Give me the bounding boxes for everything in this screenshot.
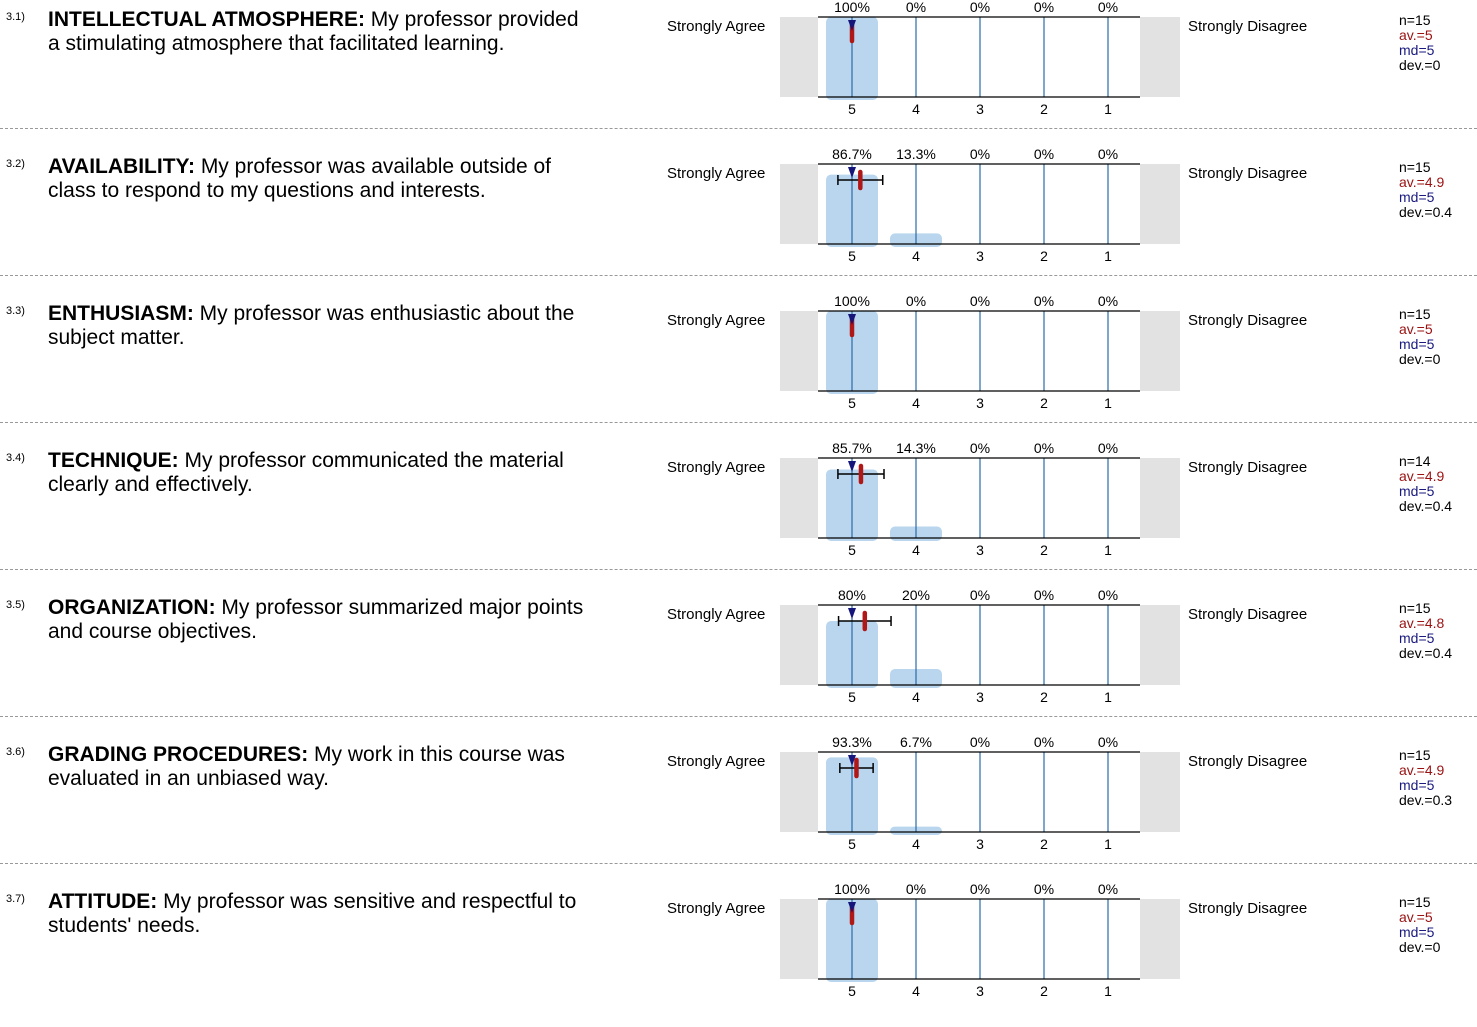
scale-tick-label: 5: [848, 101, 856, 117]
question-number: 3.3): [6, 305, 25, 317]
scale-tick-label: 4: [912, 542, 920, 558]
scale-tick-label: 4: [912, 395, 920, 411]
question-title: ATTITUDE:: [48, 890, 158, 913]
question-title: ORGANIZATION:: [48, 596, 216, 619]
scale-left-label: Strongly Agree: [667, 900, 766, 917]
percent-label: 80%: [837, 587, 867, 603]
scale-tick-label: 2: [1040, 983, 1048, 999]
question-text: [48, 155, 588, 203]
stat-deviation: dev.=0.4: [1399, 645, 1453, 661]
percent-label: 0%: [1097, 0, 1119, 15]
scale-right-label: Strongly Disagree: [1188, 312, 1308, 329]
question-body: My professor summarized major points and course objectives.: [48, 596, 584, 643]
question-number: 3.5): [6, 599, 25, 611]
histogram-chart: [780, 145, 1180, 267]
side-box-left: [780, 458, 818, 538]
row-separator: [0, 569, 1477, 570]
stats-block: [1399, 454, 1452, 514]
percent-label: 0%: [1097, 734, 1119, 750]
stat-deviation: dev.=0.3: [1399, 792, 1453, 808]
stat-average: av.=5: [1399, 27, 1433, 43]
percent-label: 0%: [905, 881, 927, 897]
scale-tick-label: 5: [848, 542, 856, 558]
stat-average: av.=4.9: [1399, 468, 1445, 484]
percent-label: 0%: [969, 0, 991, 15]
stat-average: av.=4.9: [1399, 174, 1445, 190]
percent-label: 0%: [1033, 587, 1055, 603]
scale-tick-label: 2: [1040, 395, 1048, 411]
scale-left-label: Strongly Agree: [667, 459, 766, 476]
question-body: My professor was enthusiastic about the subject matter.: [48, 302, 575, 349]
scale-tick-label: 4: [912, 689, 920, 705]
histogram-chart: [780, 733, 1180, 855]
stat-median: md=5: [1399, 924, 1435, 940]
side-box-left: [780, 752, 818, 832]
stat-deviation: dev.=0: [1399, 57, 1441, 73]
percent-label: 0%: [1033, 146, 1055, 162]
side-box-right: [1140, 458, 1180, 538]
percent-label: 85.7%: [832, 440, 872, 456]
question-body: My work in this course was evaluated in an unbiased way.: [48, 743, 565, 790]
side-box-left: [780, 311, 818, 391]
scale-tick-label: 1: [1104, 836, 1112, 852]
scale-tick-label: 5: [848, 395, 856, 411]
scale-tick-label: 3: [976, 542, 984, 558]
scale-right-label: Strongly Disagree: [1188, 753, 1308, 770]
side-box-right: [1140, 752, 1180, 832]
percent-label: 100%: [834, 0, 870, 15]
percent-label: 0%: [1033, 734, 1055, 750]
scale-right-label: Strongly Disagree: [1188, 900, 1308, 917]
scale-tick-label: 3: [976, 983, 984, 999]
percent-label: 0%: [969, 440, 991, 456]
row-separator: [0, 128, 1477, 129]
side-box-left: [780, 164, 818, 244]
percent-label: 0%: [1033, 440, 1055, 456]
scale-right-label: Strongly Disagree: [1188, 165, 1308, 182]
stats-block: [1399, 13, 1440, 73]
percent-label: 0%: [1097, 440, 1119, 456]
percent-label: 0%: [1097, 146, 1119, 162]
side-box-right: [1140, 605, 1180, 685]
side-box-left: [780, 899, 818, 979]
percent-label: 0%: [905, 293, 927, 309]
question-body: My professor provided a stimulating atmosphere that facilitated learning.: [48, 8, 579, 55]
stats-block: [1399, 895, 1440, 955]
question-number: 3.2): [6, 158, 25, 170]
stat-average: av.=5: [1399, 909, 1433, 925]
question-row: [0, 586, 1477, 733]
scale-tick-label: 5: [848, 836, 856, 852]
stat-median: md=5: [1399, 336, 1435, 352]
percent-label: 6.7%: [900, 734, 932, 750]
percent-label: 0%: [1097, 881, 1119, 897]
stat-deviation: dev.=0: [1399, 939, 1441, 955]
stat-median: md=5: [1399, 483, 1435, 499]
scale-right-label: Strongly Disagree: [1188, 18, 1308, 35]
scale-left-label: Strongly Agree: [667, 165, 766, 182]
scale-tick-label: 1: [1104, 101, 1112, 117]
scale-right-label: Strongly Disagree: [1188, 606, 1308, 623]
stat-median: md=5: [1399, 42, 1435, 58]
question-row: [0, 880, 1477, 1027]
scale-tick-label: 3: [976, 248, 984, 264]
scale-tick-label: 4: [912, 248, 920, 264]
question-title: TECHNIQUE:: [48, 449, 179, 472]
scale-tick-label: 5: [848, 983, 856, 999]
row-separator: [0, 863, 1477, 864]
question-body: My professor communicated the material clearly and effectively.: [48, 449, 564, 496]
question-row: [0, 439, 1477, 586]
scale-tick-label: 2: [1040, 689, 1048, 705]
percent-label: 0%: [969, 587, 991, 603]
side-box-right: [1140, 311, 1180, 391]
histogram-chart: [780, 292, 1180, 414]
stats-block: [1399, 160, 1452, 220]
scale-tick-label: 1: [1104, 395, 1112, 411]
scale-tick-label: 1: [1104, 248, 1112, 264]
percent-label: 100%: [834, 293, 870, 309]
percent-label: 100%: [834, 881, 870, 897]
row-separator: [0, 275, 1477, 276]
stat-median: md=5: [1399, 630, 1435, 646]
question-number: 3.4): [6, 452, 25, 464]
percent-label: 0%: [969, 734, 991, 750]
scale-tick-label: 3: [976, 836, 984, 852]
stat-average: av.=4.9: [1399, 762, 1445, 778]
percent-label: 0%: [969, 881, 991, 897]
scale-tick-label: 5: [848, 689, 856, 705]
question-text: [48, 302, 588, 350]
stat-n: n=15: [1399, 747, 1431, 763]
scale-tick-label: 3: [976, 689, 984, 705]
percent-label: 86.7%: [832, 146, 872, 162]
scale-tick-label: 4: [912, 101, 920, 117]
percent-label: 13.3%: [896, 146, 936, 162]
side-box-left: [780, 17, 818, 97]
row-separator: [0, 422, 1477, 423]
question-title: ENTHUSIASM:: [48, 302, 194, 325]
question-body: My professor was sensitive and respectful to students' needs.: [48, 890, 577, 937]
scale-left-label: Strongly Agree: [667, 753, 766, 770]
stat-n: n=15: [1399, 894, 1431, 910]
scale-tick-label: 2: [1040, 101, 1048, 117]
scale-tick-label: 1: [1104, 983, 1112, 999]
scale-tick-label: 2: [1040, 836, 1048, 852]
stats-block: [1399, 601, 1452, 661]
scale-tick-label: 3: [976, 395, 984, 411]
question-row: [0, 733, 1477, 880]
question-body: My professor was available outside of class to respond to my questions and interests.: [48, 155, 551, 202]
percent-label: 0%: [1097, 587, 1119, 603]
stat-median: md=5: [1399, 189, 1435, 205]
stat-median: md=5: [1399, 777, 1435, 793]
percent-label: 0%: [969, 146, 991, 162]
question-row: [0, 292, 1477, 439]
question-text: [48, 743, 588, 791]
question-text: [48, 449, 588, 497]
scale-tick-label: 4: [912, 983, 920, 999]
stat-n: n=15: [1399, 600, 1431, 616]
scale-left-label: Strongly Agree: [667, 18, 766, 35]
scale-left-label: Strongly Agree: [667, 312, 766, 329]
stat-n: n=15: [1399, 306, 1431, 322]
scale-tick-label: 1: [1104, 542, 1112, 558]
stats-block: [1399, 748, 1452, 808]
histogram-chart: [780, 880, 1180, 1002]
scale-tick-label: 2: [1040, 542, 1048, 558]
scale-tick-label: 2: [1040, 248, 1048, 264]
scale-tick-label: 3: [976, 101, 984, 117]
scale-tick-label: 4: [912, 836, 920, 852]
stat-deviation: dev.=0.4: [1399, 498, 1453, 514]
stat-average: av.=5: [1399, 321, 1433, 337]
scale-tick-label: 5: [848, 248, 856, 264]
stats-block: [1399, 307, 1440, 367]
row-separator: [0, 716, 1477, 717]
question-title: AVAILABILITY:: [48, 155, 195, 178]
stat-deviation: dev.=0.4: [1399, 204, 1453, 220]
side-box-right: [1140, 899, 1180, 979]
median-marker: [848, 608, 856, 619]
question-text: [48, 596, 588, 644]
question-number: 3.7): [6, 893, 25, 905]
stat-average: av.=4.8: [1399, 615, 1445, 631]
percent-label: 0%: [1033, 881, 1055, 897]
side-box-right: [1140, 17, 1180, 97]
side-box-left: [780, 605, 818, 685]
percent-label: 0%: [905, 0, 927, 15]
histogram-chart: [780, 439, 1180, 561]
scale-left-label: Strongly Agree: [667, 606, 766, 623]
question-row: [0, 145, 1477, 292]
percent-label: 0%: [969, 293, 991, 309]
stat-n: n=14: [1399, 453, 1431, 469]
question-title: INTELLECTUAL ATMOSPHERE:: [48, 8, 365, 31]
question-number: 3.1): [6, 11, 25, 23]
percent-label: 0%: [1033, 293, 1055, 309]
percent-label: 0%: [1033, 0, 1055, 15]
histogram-chart: [780, 586, 1180, 708]
scale-right-label: Strongly Disagree: [1188, 459, 1308, 476]
question-row: [0, 0, 1477, 145]
histogram-chart: [780, 0, 1180, 120]
question-text: [48, 890, 588, 938]
stat-n: n=15: [1399, 159, 1431, 175]
percent-label: 14.3%: [896, 440, 936, 456]
percent-label: 0%: [1097, 293, 1119, 309]
side-box-right: [1140, 164, 1180, 244]
percent-label: 93.3%: [832, 734, 872, 750]
percent-label: 20%: [901, 587, 931, 603]
stat-deviation: dev.=0: [1399, 351, 1441, 367]
question-title: GRADING PROCEDURES:: [48, 743, 309, 766]
scale-tick-label: 1: [1104, 689, 1112, 705]
stat-n: n=15: [1399, 12, 1431, 28]
question-text: [48, 8, 588, 56]
question-number: 3.6): [6, 746, 25, 758]
